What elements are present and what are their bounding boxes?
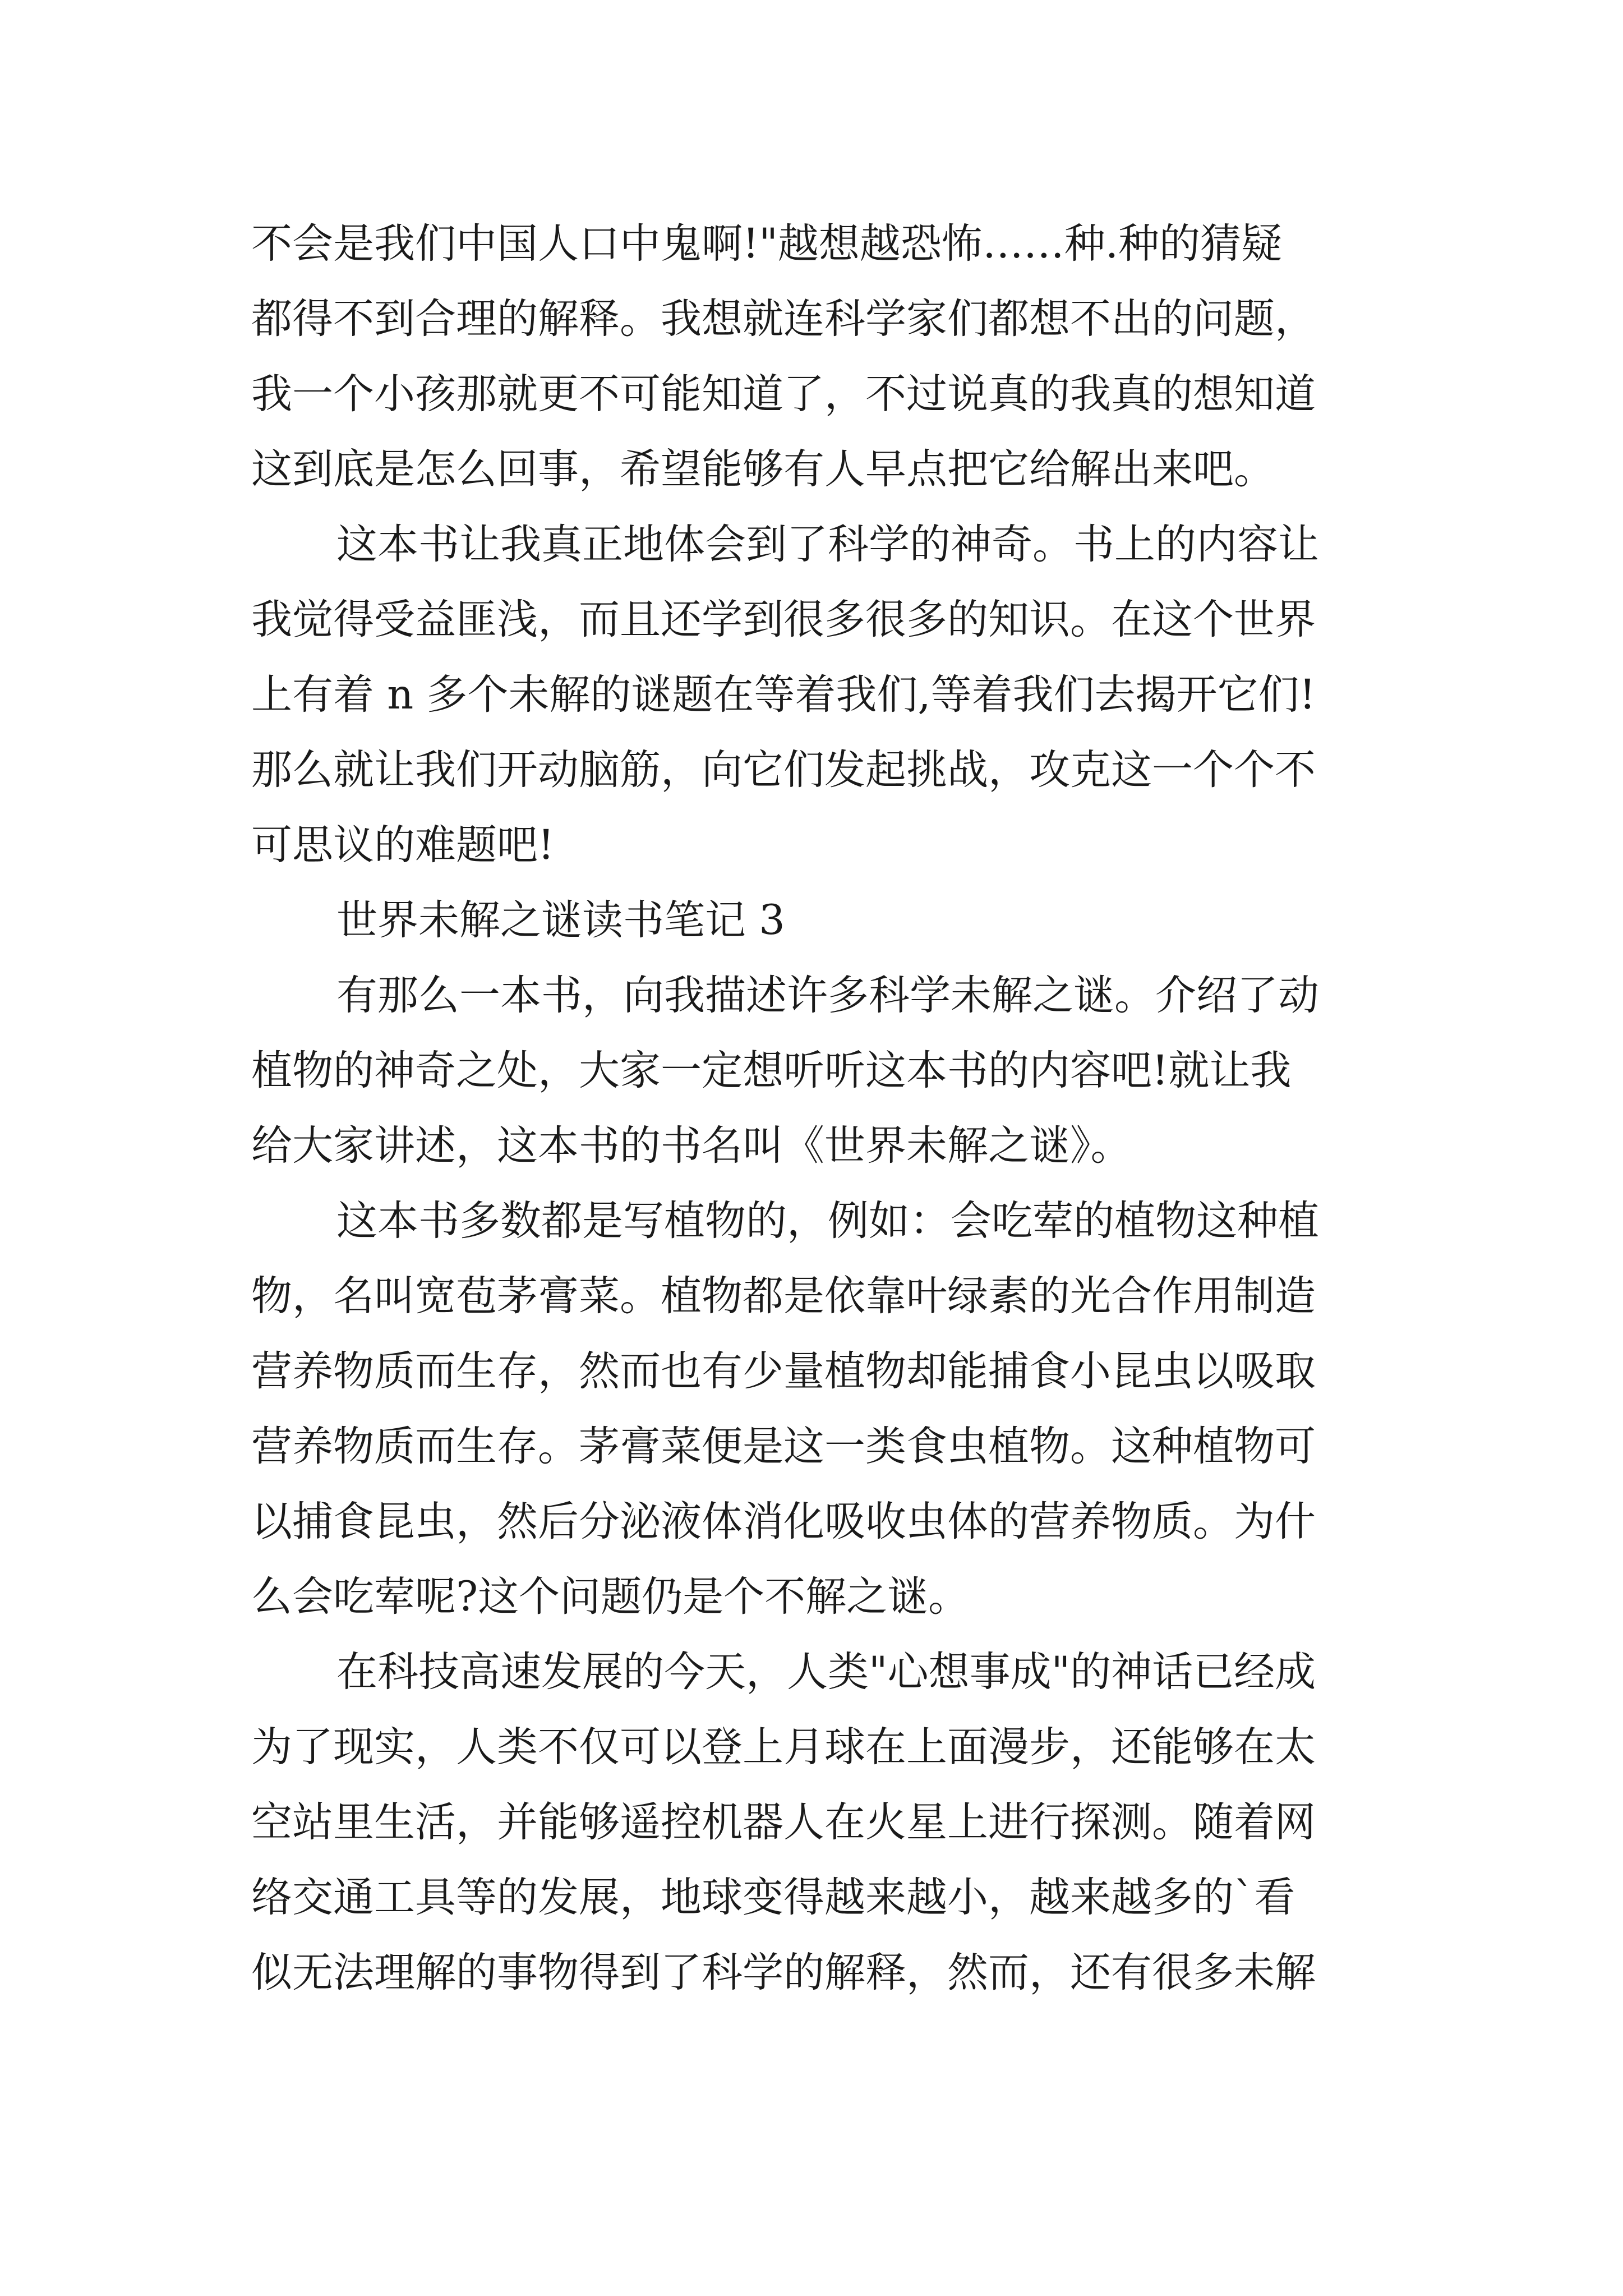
text-line: 营养物质而生存。茅膏菜便是这一类食虫植物。这种植物可 (251, 1423, 1316, 1470)
text-line: 都得不到合理的解释。我想就连科学家们都想不出的问题， (251, 295, 1316, 343)
section-heading: 世界未解之谜读书笔记 3 (336, 896, 785, 944)
paragraph-first-line: 这本书让我真正地体会到了科学的神奇。书上的内容让 (336, 521, 1319, 568)
text-line: 为了现实，人类不仅可以登上月球在上面漫步，还能够在太 (251, 1723, 1316, 1771)
text-line: 以捕食昆虫，然后分泌液体消化吸收虫体的营养物质。为什 (251, 1498, 1316, 1545)
text-line: 不会是我们中国人口中鬼啊!"越想越恐怖……种.种的猜疑 (251, 220, 1283, 268)
paragraph-first-line: 在科技高速发展的今天，人类"心想事成"的神话已经成 (336, 1648, 1316, 1696)
text-line: 给大家讲述，这本书的书名叫《世界未解之谜》。 (251, 1122, 1132, 1170)
text-line: 似无法理解的事物得到了科学的解释，然而，还有很多未解 (251, 1949, 1316, 1996)
text-line: 这到底是怎么回事，希望能够有人早点把它给解出来吧。 (251, 445, 1275, 493)
text-line: 物，名叫宽苞茅膏菜。植物都是依靠叶绿素的光合作用制造 (251, 1272, 1316, 1320)
text-line: 络交通工具等的发展，地球变得越来越小，越来越多的`看 (251, 1874, 1295, 1921)
text-line: 我一个小孩那就更不可能知道了，不过说真的我真的想知道 (251, 370, 1316, 418)
paragraph-first-line: 这本书多数都是写植物的，例如：会吃荤的植物这种植 (336, 1197, 1319, 1245)
paragraph-first-line: 有那么一本书，向我描述许多科学未解之谜。介绍了动 (336, 972, 1319, 1019)
text-line: 可思议的难题吧! (251, 821, 555, 869)
text-line: 营养物质而生存，然而也有少量植物却能捕食小昆虫以吸取 (251, 1347, 1316, 1395)
text-line: 空站里生活，并能够遥控机器人在火星上进行探测。随着网 (251, 1798, 1316, 1846)
text-line: 我觉得受益匪浅，而且还学到很多很多的知识。在这个世界 (251, 596, 1316, 643)
text-line: 上有着 n 多个未解的谜题在等着我们,等着我们去揭开它们! (251, 671, 1316, 719)
text-line: 那么就让我们开动脑筋，向它们发起挑战，攻克这一个个不 (251, 746, 1316, 794)
text-line: 么会吃荤呢?这个问题仍是个不解之谜。 (251, 1573, 970, 1621)
text-line: 植物的神奇之处，大家一定想听听这本书的内容吧!就让我 (251, 1047, 1292, 1094)
